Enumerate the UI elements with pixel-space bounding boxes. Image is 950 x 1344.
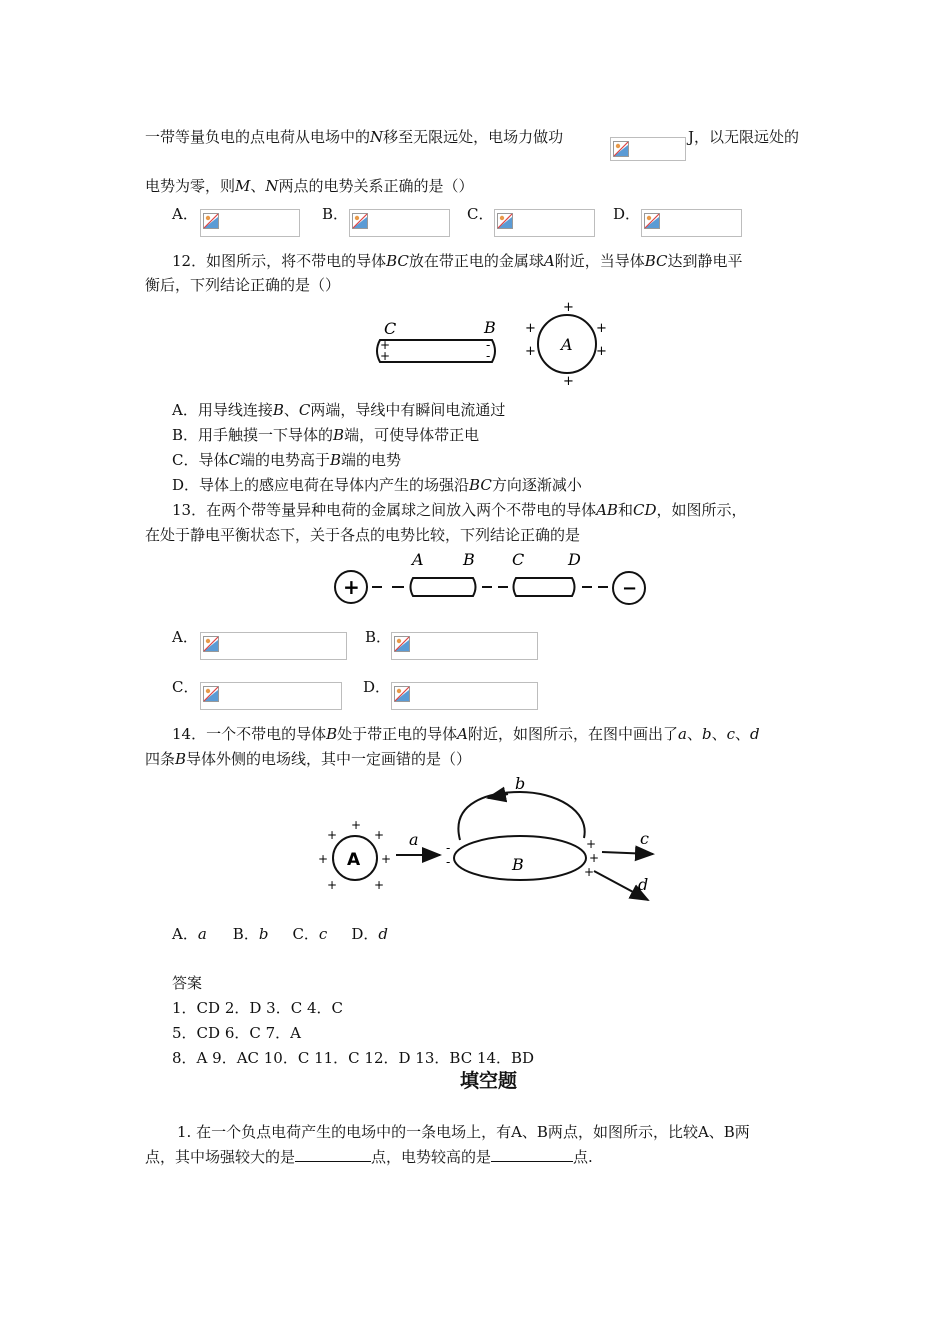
- label-c: c: [640, 829, 649, 848]
- var-A: A: [543, 252, 555, 270]
- q12-option-a: [172, 400, 505, 420]
- option-label: D．: [351, 925, 379, 943]
- text: A．用导线连接: [172, 401, 273, 419]
- broken-image-icon: [394, 686, 410, 702]
- var-BC: BC: [469, 476, 492, 494]
- var-b: b: [701, 725, 712, 743]
- answer-blank[interactable]: [295, 1147, 371, 1162]
- answers-title: 答案: [172, 974, 203, 992]
- text: 一带等量负电的点电荷从电场中的: [145, 128, 371, 146]
- label-b: b: [515, 774, 526, 793]
- fill-q1-line2: [145, 1147, 593, 1167]
- plus-sign: +: [596, 344, 607, 359]
- var-C: C: [228, 451, 240, 469]
- text: 端的电势高于: [239, 451, 330, 469]
- conductor-cd: [514, 578, 575, 596]
- option-label: B．: [232, 925, 259, 943]
- q11-option-b-image: [349, 209, 450, 237]
- broken-image-work-value: [610, 137, 686, 161]
- q13-option-a-image: [200, 632, 347, 660]
- label-a: A: [412, 550, 424, 569]
- answers-line-2: 5．CD 6．C 7．A: [172, 1024, 301, 1042]
- var-B: B: [175, 750, 187, 768]
- field-line-c: [602, 852, 653, 854]
- text: 、: [250, 177, 266, 195]
- broken-image-icon: [203, 686, 219, 702]
- text: 端的电势: [341, 451, 402, 469]
- q14-options: [172, 924, 388, 944]
- option-value: a: [197, 925, 207, 943]
- q11-option-d-image: [641, 209, 742, 237]
- plus-sign: +: [381, 852, 392, 866]
- text: 、: [735, 725, 751, 743]
- q13-option-a-label: A．: [172, 628, 198, 646]
- plus-sign: +: [380, 349, 391, 363]
- text: J，以无限远处的: [688, 128, 800, 146]
- option-value: d: [378, 925, 388, 943]
- q14-line1: [172, 724, 760, 744]
- text: 点，电势较高的是: [371, 1148, 492, 1166]
- var-M: M: [235, 177, 251, 195]
- q13-option-c-image: [200, 682, 342, 710]
- plus-sign: +: [343, 575, 360, 599]
- plus-sign: +: [563, 300, 574, 315]
- plus-sign: +: [589, 851, 600, 865]
- answers-line-3: 8．A 9．AC 10．C 11．C 12．D 13．BC 14．BD: [172, 1049, 535, 1067]
- option-value: c: [318, 925, 328, 943]
- conductor-ab: [411, 578, 476, 596]
- label-b: B: [463, 550, 475, 569]
- text: ，如图所示，: [656, 501, 747, 519]
- var-A: A: [457, 725, 468, 743]
- label-a: a: [409, 830, 419, 849]
- label-b: B: [484, 318, 496, 337]
- fill-in-heading: 填空题: [460, 1070, 518, 1092]
- text: 、: [686, 725, 702, 743]
- q11-option-c-image: [494, 209, 595, 237]
- var-B: B: [326, 725, 338, 743]
- q12-option-d: [172, 475, 582, 495]
- fill-q1-line1: 1. 在一个负点电荷产生的电场中的一条电场上，有A、B两点，如图所示，比较A、B两: [177, 1123, 750, 1141]
- option-label: C．: [292, 925, 319, 943]
- q13-option-d-label: D．: [363, 678, 391, 696]
- var-a: a: [678, 725, 687, 743]
- plus-sign: +: [380, 338, 391, 352]
- broken-image-icon: [352, 213, 368, 229]
- plus-sign: +: [563, 374, 574, 388]
- var-N: N: [265, 177, 279, 195]
- var-CD: CD: [632, 501, 657, 519]
- q13-figure-conductors-between-charges: [330, 548, 650, 610]
- var-d: d: [750, 725, 760, 743]
- minus-sign: -: [446, 855, 451, 869]
- broken-image-icon: [497, 213, 513, 229]
- text: 两点的电势关系正确的是（）: [278, 177, 474, 195]
- plus-sign: +: [351, 818, 362, 832]
- text: 移至无限远处，电场力做功: [383, 128, 564, 146]
- broken-image-icon: [203, 213, 219, 229]
- field-line-b: [458, 792, 584, 840]
- label-d: d: [638, 875, 649, 894]
- q12-option-b: [172, 425, 479, 445]
- text: B．用手触摸一下导体的: [172, 426, 334, 444]
- var-AB: AB: [596, 501, 618, 519]
- q13-option-b-image: [391, 632, 538, 660]
- plus-sign: +: [327, 878, 338, 892]
- text: 达到静电平: [667, 252, 743, 270]
- text: 、: [711, 725, 727, 743]
- text: D．导体上的感应电荷在导体内产生的场强沿: [172, 476, 470, 494]
- text: 处于带正电的导体: [337, 725, 458, 743]
- plus-sign: +: [374, 878, 385, 892]
- label-b-upper: B: [512, 855, 524, 874]
- q12-line1: [172, 251, 743, 271]
- label-a-upper: A: [347, 850, 361, 870]
- q13-option-b-label: B．: [365, 628, 392, 646]
- text: 点，其中场强较大的是: [145, 1148, 296, 1166]
- broken-image-icon: [203, 636, 219, 652]
- var-B: B: [272, 401, 284, 419]
- answer-blank[interactable]: [491, 1147, 573, 1162]
- plus-sign: +: [525, 321, 536, 336]
- var-BC: BC: [386, 252, 409, 270]
- broken-image-icon: [394, 636, 410, 652]
- plus-sign: +: [318, 852, 329, 866]
- label-d: D: [568, 550, 581, 569]
- label-a: A: [561, 335, 573, 354]
- text: 放在带正电的金属球: [408, 252, 544, 270]
- minus-sign: -: [446, 841, 451, 855]
- broken-image-icon: [613, 141, 629, 157]
- broken-image-icon: [644, 213, 660, 229]
- text: 端，可使导体带正电: [344, 426, 480, 444]
- text: 导体外侧的电场线，其中一定画错的是（）: [186, 750, 472, 768]
- text: 和: [617, 501, 633, 519]
- q12-figure-conductor-and-sphere: [370, 296, 620, 388]
- q11-option-a-image: [200, 209, 300, 237]
- text: 、: [283, 401, 299, 419]
- text: 附近，如图所示，在图中画出了: [467, 725, 678, 743]
- q11-line1-end: [688, 127, 799, 147]
- text: C．导体: [172, 451, 229, 469]
- var-B: B: [329, 451, 342, 469]
- text: 12．如图所示，将不带电的导体: [172, 252, 387, 270]
- q14-line2: [145, 749, 471, 769]
- option-label: A．: [172, 925, 198, 943]
- q12-line2: 衡后，下列结论正确的是（）: [145, 276, 341, 294]
- q11-option-a-label: A．: [172, 205, 198, 223]
- answers-line-1: 1．CD 2．D 3．C 4．C: [172, 999, 343, 1017]
- q11-option-c-label: C．: [467, 205, 494, 223]
- q12-option-c: [172, 450, 401, 470]
- plus-sign: +: [525, 344, 536, 359]
- var-BC: BC: [644, 252, 668, 270]
- text: 点.: [573, 1148, 593, 1166]
- text: 四条: [145, 750, 176, 768]
- plus-sign: +: [586, 837, 597, 851]
- var-C: C: [298, 401, 311, 419]
- text: 方向逐渐减小: [491, 476, 582, 494]
- text: 14．一个不带电的导体: [172, 725, 327, 743]
- var-N: N: [370, 128, 384, 146]
- text: 电势为零，则: [145, 177, 236, 195]
- q13-option-d-image: [391, 682, 538, 710]
- q11-option-b-label: B．: [322, 205, 349, 223]
- minus-sign: -: [486, 349, 491, 363]
- plus-sign: +: [327, 828, 338, 842]
- q11-option-d-label: D．: [613, 205, 641, 223]
- q13-line2: 在处于静电平衡状态下，关于各点的电势比较，下列结论正确的是: [145, 526, 581, 544]
- q11-line1: [145, 127, 563, 147]
- label-c: C: [512, 550, 525, 569]
- var-c: c: [726, 725, 735, 743]
- minus-sign: −: [622, 578, 638, 599]
- var-B: B: [333, 426, 345, 444]
- q11-line2: [145, 176, 474, 196]
- label-c: C: [384, 319, 397, 338]
- text: 两端，导线中有瞬间电流通过: [310, 401, 506, 419]
- plus-sign: +: [584, 865, 595, 879]
- plus-sign: +: [374, 828, 385, 842]
- text: 附近，当导体: [554, 252, 645, 270]
- plus-sign: +: [596, 321, 607, 336]
- q13-line1: [172, 500, 747, 520]
- conductor-bc: [377, 340, 495, 362]
- text: 13．在两个带等量异种电荷的金属球之间放入两个不带电的导体: [172, 501, 597, 519]
- q13-option-c-label: C．: [172, 678, 199, 696]
- minus-sign: -: [486, 338, 491, 352]
- option-value: b: [258, 925, 269, 943]
- q14-figure-field-lines: [310, 772, 660, 907]
